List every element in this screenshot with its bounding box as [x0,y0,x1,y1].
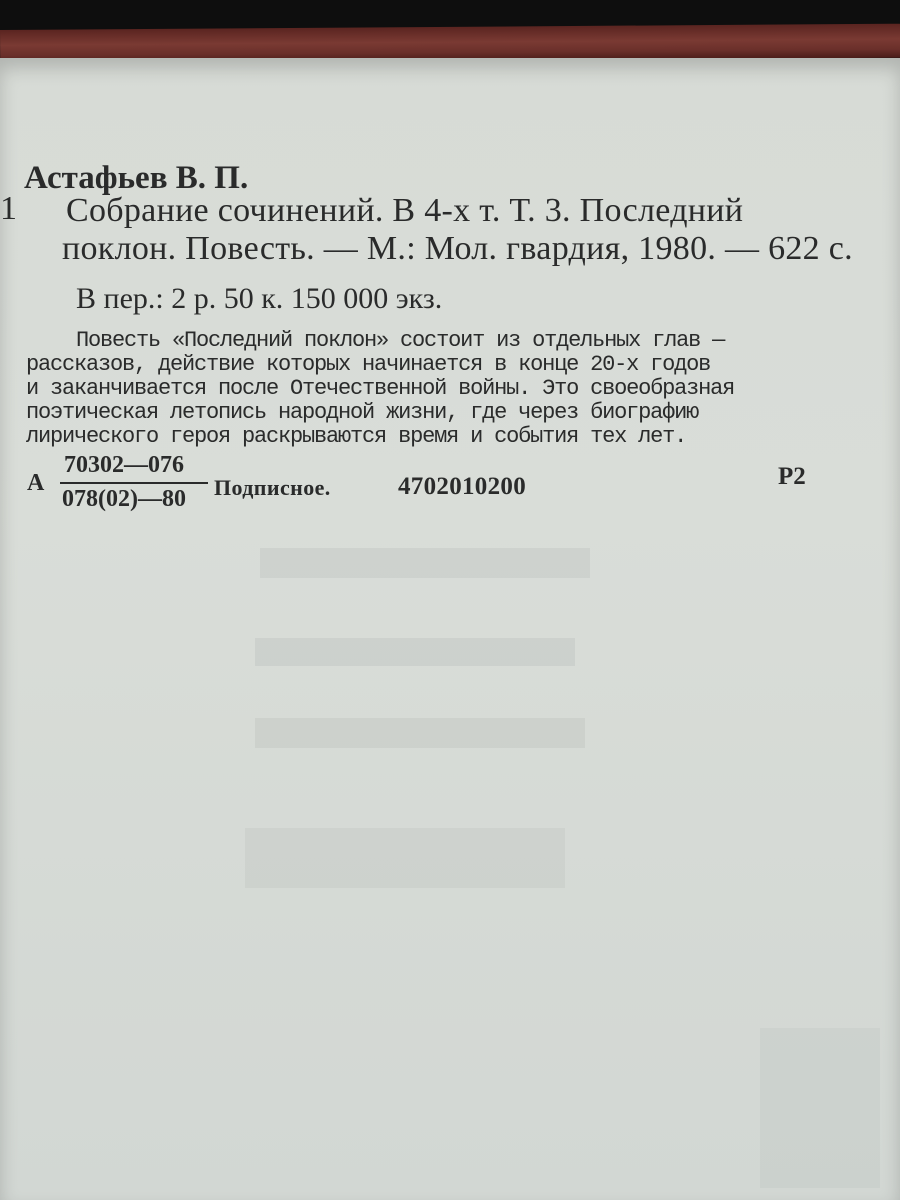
bleed-through-shadow [260,548,590,578]
index-numerator: 70302—076 [64,452,184,478]
bleed-through-shadow [255,718,585,748]
subscription-label: Подписное. [214,475,331,500]
catalog-code: 4702010200 [398,473,526,500]
title-line-2: поклон. Повесть. — М.: Мол. гвардия, 1980. — 622 с. [62,230,853,267]
annotation-line: рассказов, действие которых начинается в конце 20-х годов [26,352,711,377]
index-letter: А [27,470,45,496]
title-line-1: Собрание сочинений. В 4-х т. Т. 3. Последний [66,192,744,229]
index-denominator: 078(02)—80 [62,486,186,512]
bleed-through-shadow [245,828,565,888]
bbk-index: Р2 [778,463,806,490]
annotation-line: Повесть «Последний поклон» состоит из отдельных глав — [76,328,725,353]
margin-number: 1 [0,190,17,227]
annotation-line: поэтическая летопись народной жизни, где через биографию [26,400,699,425]
bleed-through-shadow [760,1028,880,1188]
annotation-line: лирического героя раскрываются время и события тех лет. [26,424,687,449]
annotation-line: и заканчивается после Отечественной войны. Это своеобразная [26,376,735,401]
price-and-print-run: В пер.: 2 р. 50 к. 150 000 экз. [76,282,443,315]
fraction-line [60,482,208,484]
author-name: Астафьев В. П. [24,160,249,196]
bleed-through-shadow [255,638,575,666]
